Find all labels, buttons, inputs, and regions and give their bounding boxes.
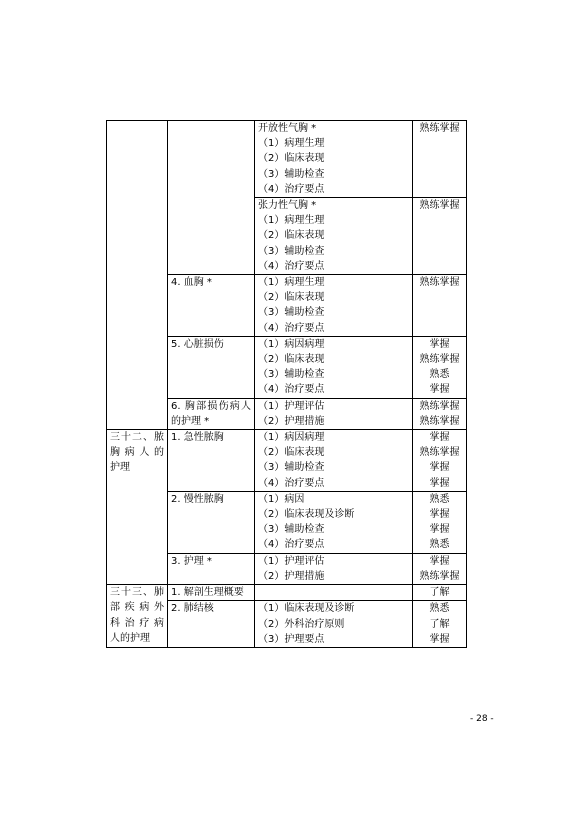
requirement-level: 熟悉 bbox=[429, 603, 450, 615]
topic-cell bbox=[168, 275, 255, 337]
content-line: （3）辅助检查 bbox=[258, 245, 325, 257]
content-line: （3）辅助检查 bbox=[258, 369, 325, 381]
topic-label: 3. 护理 * bbox=[171, 555, 212, 567]
content-line: （2）护理措施 bbox=[258, 415, 325, 427]
content-line: （1）护理评估 bbox=[258, 400, 325, 412]
section-title: 科 治 疗 病 bbox=[110, 617, 164, 629]
content-line: （3）辅助检查 bbox=[258, 524, 325, 536]
content-cell bbox=[255, 491, 413, 553]
requirement-level: 熟练掌握 bbox=[419, 123, 460, 134]
requirement-level: 熟练掌握 bbox=[419, 400, 460, 412]
content-line: （1）病因病理 bbox=[258, 432, 325, 444]
content-cell bbox=[255, 198, 413, 275]
requirement-cell bbox=[413, 121, 467, 198]
content-line: （1）临床表现及诊断 bbox=[258, 603, 355, 615]
requirement-cell bbox=[413, 336, 467, 398]
content-cell bbox=[255, 430, 413, 492]
topic-cell bbox=[168, 553, 255, 584]
section-title: 三十二、脓 bbox=[110, 432, 164, 444]
requirement-level: 熟练掌握 bbox=[419, 570, 460, 582]
requirement-cell bbox=[413, 430, 467, 492]
content-cell bbox=[255, 585, 413, 601]
requirement-level: 掌握 bbox=[429, 432, 450, 444]
requirement-level: 掌握 bbox=[429, 462, 450, 474]
content-cell bbox=[255, 121, 413, 198]
page-number: - 28 - bbox=[470, 714, 494, 724]
topic-cell bbox=[168, 491, 255, 553]
requirement-level: 熟练掌握 bbox=[419, 447, 460, 459]
topic-label: 1. 急性脓胸 bbox=[171, 432, 224, 444]
topic-cell bbox=[168, 585, 255, 601]
content-line: （2）临床表现 bbox=[258, 292, 325, 304]
content-line: （1）病理生理 bbox=[258, 138, 325, 150]
topic-label: 6. 胸部损伤病人 bbox=[171, 400, 251, 412]
topic-cell bbox=[168, 601, 255, 648]
table-row bbox=[107, 121, 467, 198]
content-line: （1）病理生理 bbox=[258, 277, 325, 289]
syllabus-table bbox=[106, 120, 467, 648]
topic-label: 2. 肺结核 bbox=[171, 603, 214, 615]
content-line: （3）护理要点 bbox=[258, 633, 325, 645]
content-line: （2）临床表现 bbox=[258, 153, 325, 165]
content-cell bbox=[255, 336, 413, 398]
content-line: （1）病理生理 bbox=[258, 215, 325, 227]
content-line: （4）治疗要点 bbox=[258, 384, 325, 396]
topic-label: 的护理 * bbox=[171, 415, 210, 427]
requirement-level: 掌握 bbox=[429, 477, 450, 489]
topic-label: 1. 解剖生理概要 bbox=[171, 587, 244, 599]
topic-cell bbox=[168, 430, 255, 492]
requirement-level: 了解 bbox=[429, 587, 450, 599]
requirement-cell bbox=[413, 601, 467, 648]
section-cell bbox=[107, 430, 168, 585]
content-line: （2）护理措施 bbox=[258, 570, 325, 582]
requirement-level: 熟练掌握 bbox=[419, 415, 460, 427]
requirement-level: 掌握 bbox=[429, 633, 450, 645]
section-cell bbox=[107, 121, 168, 430]
content-line: （1）病因 bbox=[258, 493, 305, 505]
content-cell bbox=[255, 398, 413, 429]
requirement-cell bbox=[413, 275, 467, 337]
content-line: （2）外科治疗原则 bbox=[258, 618, 345, 630]
topic-cell bbox=[168, 398, 255, 429]
content-cell bbox=[255, 601, 413, 648]
content-line: （4）治疗要点 bbox=[258, 260, 325, 272]
content-line: （3）辅助检查 bbox=[258, 462, 325, 474]
topic-label: 2. 慢性脓胸 bbox=[171, 493, 224, 505]
requirement-level: 熟练掌握 bbox=[419, 277, 460, 289]
content-line: （2）临床表现 bbox=[258, 447, 325, 459]
content-line: 开放性气胸 * bbox=[258, 123, 317, 134]
topic-label: 4. 血胸 * bbox=[171, 277, 212, 289]
section-title: 人的护理 bbox=[110, 632, 150, 644]
content-line: （4）治疗要点 bbox=[258, 477, 325, 489]
topic-cell bbox=[168, 336, 255, 398]
content-line: （2）临床表现 bbox=[258, 354, 325, 366]
section-title: 部 疾 病 外 bbox=[110, 602, 164, 614]
content-line: （2）临床表现及诊断 bbox=[258, 509, 355, 521]
content-line: （3）辅助检查 bbox=[258, 307, 325, 319]
requirement-level: 掌握 bbox=[429, 509, 450, 521]
requirement-level: 熟练掌握 bbox=[419, 354, 460, 366]
requirement-level: 掌握 bbox=[429, 524, 450, 536]
requirement-level: 熟悉 bbox=[429, 493, 450, 505]
content-line: （4）治疗要点 bbox=[258, 539, 325, 551]
content-cell bbox=[255, 553, 413, 584]
content-line: （1）病因病理 bbox=[258, 338, 325, 350]
requirement-level: 了解 bbox=[429, 618, 450, 630]
section-title: 胸 病 人 的 bbox=[110, 447, 164, 459]
content-line: （4）治疗要点 bbox=[258, 322, 325, 334]
requirement-cell bbox=[413, 553, 467, 584]
requirement-cell bbox=[413, 491, 467, 553]
section-cell bbox=[107, 585, 168, 648]
section-title: 三十三、肺 bbox=[110, 587, 164, 599]
requirement-cell bbox=[413, 398, 467, 429]
section-title: 护理 bbox=[110, 462, 130, 474]
requirement-level: 熟悉 bbox=[429, 369, 450, 381]
requirement-level: 掌握 bbox=[429, 338, 450, 350]
requirement-level: 掌握 bbox=[429, 384, 450, 396]
requirement-level: 熟悉 bbox=[429, 539, 450, 551]
topic-label: 5. 心脏损伤 bbox=[171, 338, 224, 350]
content-line: （2）临床表现 bbox=[258, 230, 325, 242]
content-line: （4）治疗要点 bbox=[258, 183, 325, 195]
topic-cell bbox=[168, 121, 255, 275]
content-line: （1）护理评估 bbox=[258, 555, 325, 567]
content-line: 张力性气胸 * bbox=[258, 200, 317, 212]
requirement-cell bbox=[413, 585, 467, 601]
requirement-cell bbox=[413, 198, 467, 275]
table-row bbox=[107, 585, 467, 601]
content-line: （3）辅助检查 bbox=[258, 168, 325, 180]
requirement-level: 掌握 bbox=[429, 555, 450, 567]
requirement-level: 熟练掌握 bbox=[419, 200, 460, 212]
table-row bbox=[107, 430, 467, 492]
content-cell bbox=[255, 275, 413, 337]
